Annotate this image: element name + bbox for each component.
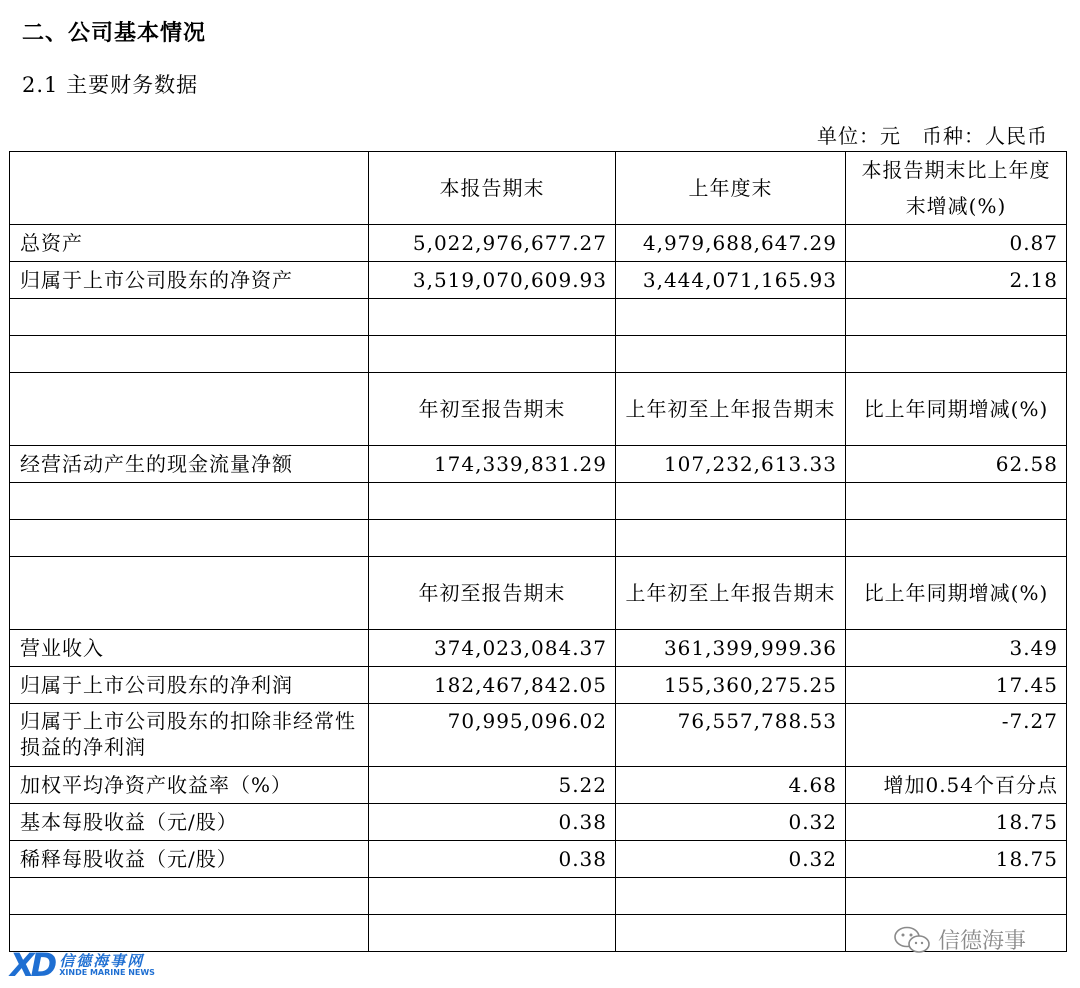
wechat-icon xyxy=(892,925,932,955)
header-cell xyxy=(10,557,369,630)
unit-currency-line: 单位：元 币种：人民币 xyxy=(817,124,1048,148)
value-cell: 18.75 xyxy=(846,841,1067,878)
value-cell: 18.75 xyxy=(846,804,1067,841)
logo-en-text: XINDE MARINE NEWS xyxy=(59,967,155,977)
header-cell: 本报告期末比上年度末增减(%) xyxy=(846,152,1067,225)
empty-row xyxy=(10,483,1067,520)
header-cell xyxy=(10,152,369,225)
value-cell: 2.18 xyxy=(846,262,1067,299)
table-row xyxy=(10,262,1067,299)
header-cell: 上年度末 xyxy=(616,152,846,225)
header-cell: 上年初至上年报告期末 xyxy=(616,557,846,630)
value-cell: -7.27 xyxy=(846,704,1067,767)
row-label: 经营活动产生的现金流量净额 xyxy=(10,446,369,483)
value-cell: 0.87 xyxy=(846,225,1067,262)
table-row xyxy=(10,767,1067,804)
header-cell: 年初至报告期末 xyxy=(369,373,616,446)
value-cell: 3.49 xyxy=(846,630,1067,667)
value-cell: 361,399,999.36 xyxy=(616,630,846,667)
logo-letters: XD xyxy=(10,946,54,984)
table-header-row xyxy=(10,152,1067,225)
section-title: 二、公司基本情况 xyxy=(22,21,207,46)
value-cell: 70,995,096.02 xyxy=(369,704,616,767)
empty-row xyxy=(10,520,1067,557)
row-label: 基本每股收益（元/股） xyxy=(10,804,369,841)
table-header-row xyxy=(10,373,1067,446)
value-cell: 4,979,688,647.29 xyxy=(616,225,846,262)
value-cell: 174,339,831.29 xyxy=(369,446,616,483)
row-label: 加权平均净资产收益率（%） xyxy=(10,767,369,804)
row-label: 归属于上市公司股东的扣除非经常性损益的净利润 xyxy=(10,704,369,767)
value-cell: 374,023,084.37 xyxy=(369,630,616,667)
value-cell: 155,360,275.25 xyxy=(616,667,846,704)
table-row xyxy=(10,446,1067,483)
xinde-marine-logo xyxy=(10,946,155,984)
value-cell: 17.45 xyxy=(846,667,1067,704)
row-label: 营业收入 xyxy=(10,630,369,667)
value-cell: 3,444,071,165.93 xyxy=(616,262,846,299)
value-cell: 0.38 xyxy=(369,841,616,878)
header-cell: 上年初至上年报告期末 xyxy=(616,373,846,446)
value-cell: 4.68 xyxy=(616,767,846,804)
header-cell: 本报告期末 xyxy=(369,152,616,225)
logo-cn-text: 信德海事网 xyxy=(59,951,145,970)
row-label: 归属于上市公司股东的净资产 xyxy=(10,262,369,299)
header-cell xyxy=(10,373,369,446)
table-row xyxy=(10,225,1067,262)
empty-row xyxy=(10,299,1067,336)
value-cell: 5.22 xyxy=(369,767,616,804)
value-cell: 3,519,070,609.93 xyxy=(369,262,616,299)
header-cell: 比上年同期增减(%) xyxy=(846,557,1067,630)
value-cell: 5,022,976,677.27 xyxy=(369,225,616,262)
value-cell: 0.38 xyxy=(369,804,616,841)
value-cell: 0.32 xyxy=(616,804,846,841)
value-cell: 182,467,842.05 xyxy=(369,667,616,704)
value-cell: 62.58 xyxy=(846,446,1067,483)
row-label: 稀释每股收益（元/股） xyxy=(10,841,369,878)
financial-data-table xyxy=(9,151,1067,952)
empty-row xyxy=(10,336,1067,373)
wechat-account-name: 信德海事 xyxy=(938,929,1027,954)
value-cell: 107,232,613.33 xyxy=(616,446,846,483)
row-label: 归属于上市公司股东的净利润 xyxy=(10,667,369,704)
table-row xyxy=(10,704,1067,767)
empty-row xyxy=(10,878,1067,915)
table-row xyxy=(10,804,1067,841)
value-cell: 增加0.54个百分点 xyxy=(846,767,1067,804)
table-header-row xyxy=(10,557,1067,630)
table-row xyxy=(10,667,1067,704)
header-cell: 年初至报告期末 xyxy=(369,557,616,630)
value-cell: 0.32 xyxy=(616,841,846,878)
table-row xyxy=(10,841,1067,878)
wechat-watermark xyxy=(892,924,1026,955)
subsection-title: 2.1 主要财务数据 xyxy=(22,73,199,97)
table-row xyxy=(10,630,1067,667)
row-label: 总资产 xyxy=(10,225,369,262)
header-cell: 比上年同期增减(%) xyxy=(846,373,1067,446)
value-cell: 76,557,788.53 xyxy=(616,704,846,767)
